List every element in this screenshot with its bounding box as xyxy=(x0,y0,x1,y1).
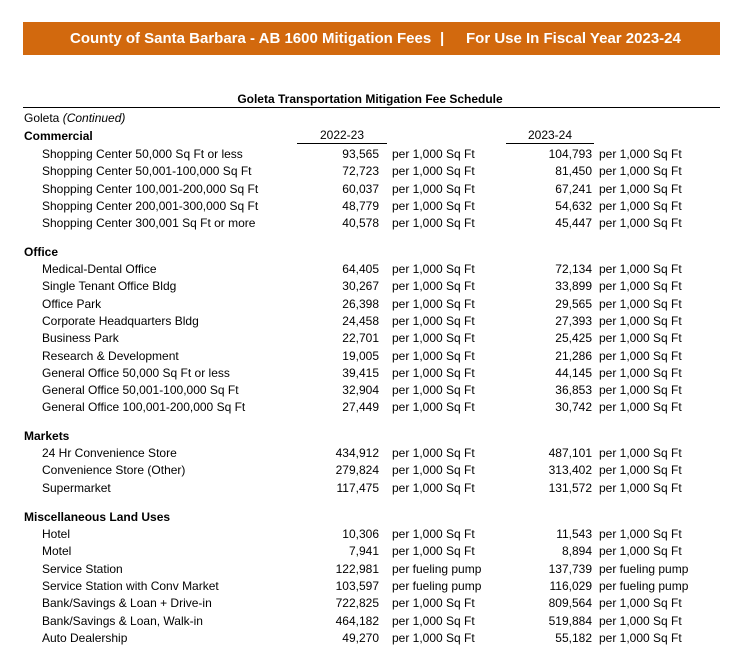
fee-row-label: Shopping Center 100,001-200,000 Sq Ft xyxy=(42,181,259,196)
fee-row-label: General Office 50,000 Sq Ft or less xyxy=(42,365,230,380)
fee-2023-24-value: 67,241 xyxy=(555,181,592,196)
fee-row-label: Business Park xyxy=(42,331,119,346)
fee-2023-24-value: 11,543 xyxy=(556,527,592,541)
fee-2022-23-value: 464,182 xyxy=(335,613,379,628)
fee-row-label: Shopping Center 200,001-300,000 Sq Ft xyxy=(42,198,259,213)
fee-2023-24-value: 27,393 xyxy=(555,313,592,328)
fee-2022-23-unit: per 1,000 Sq Ft xyxy=(392,296,475,311)
fee-2023-24-value: 44,145 xyxy=(555,365,592,380)
location-name: Goleta xyxy=(24,111,63,125)
fee-row-label: Bank/Savings & Loan, Walk-in xyxy=(42,613,203,628)
fee-2022-23-unit: per 1,000 Sq Ft xyxy=(392,348,475,363)
banner-title: County of Santa Barbara - AB 1600 Mitigation Fees xyxy=(70,30,432,47)
fee-2023-24-value: 519,884 xyxy=(548,613,592,628)
fee-2022-23-value: 27,449 xyxy=(342,400,379,415)
fee-2022-23-value: 40,578 xyxy=(342,216,379,231)
fee-row-label: Shopping Center 50,001-100,000 Sq Ft xyxy=(42,164,252,179)
document-title: Goleta Transportation Mitigation Fee Schedule xyxy=(237,92,503,106)
fee-2023-24-unit: per 1,000 Sq Ft xyxy=(599,331,682,346)
fee-2023-24-unit: per 1,000 Sq Ft xyxy=(599,164,682,179)
fee-2022-23-unit: per 1,000 Sq Ft xyxy=(392,446,475,460)
fee-2022-23-value: 48,779 xyxy=(342,198,379,213)
fee-2023-24-unit: per fueling pump xyxy=(599,578,689,593)
fee-2022-23-value: 26,398 xyxy=(342,296,379,311)
fee-2022-23-value: 7,941 xyxy=(348,544,379,559)
location-note: (Continued) xyxy=(62,111,126,125)
fee-2023-24-unit: per 1,000 Sq Ft xyxy=(599,527,682,541)
fee-2022-23-value: 434,912 xyxy=(335,446,379,460)
fee-2023-24-unit: per 1,000 Sq Ft xyxy=(599,480,682,495)
fee-2023-24-unit: per fueling pump xyxy=(599,561,689,576)
section-heading: Commercial xyxy=(24,129,93,143)
fee-row-label: Corporate Headquarters Bldg xyxy=(42,313,199,328)
fee-2023-24-value: 54,632 xyxy=(555,198,592,213)
fee-2023-24-unit: per 1,000 Sq Ft xyxy=(599,147,682,161)
fee-2022-23-unit: per 1,000 Sq Ft xyxy=(392,216,475,231)
fee-2023-24-value: 45,447 xyxy=(555,216,592,231)
fee-2022-23-unit: per 1,000 Sq Ft xyxy=(392,365,475,380)
fee-2022-23-unit: per 1,000 Sq Ft xyxy=(392,198,475,213)
fee-2022-23-unit: per 1,000 Sq Ft xyxy=(392,164,475,179)
fee-2023-24-unit: per 1,000 Sq Ft xyxy=(599,198,682,213)
fee-row-label: Auto Dealership xyxy=(42,630,128,645)
fee-row-label: 24 Hr Convenience Store xyxy=(42,446,177,460)
fee-2023-24-value: 55,182 xyxy=(555,630,592,645)
fee-2022-23-unit: per 1,000 Sq Ft xyxy=(392,544,475,559)
fee-2022-23-unit: per 1,000 Sq Ft xyxy=(392,331,475,346)
fee-2022-23-unit: per 1,000 Sq Ft xyxy=(392,279,475,294)
fee-2023-24-value: 21,286 xyxy=(555,348,592,363)
fee-2022-23-value: 30,267 xyxy=(342,279,379,294)
fee-2022-23-value: 122,981 xyxy=(335,561,379,576)
fee-row-label: General Office 50,001-100,000 Sq Ft xyxy=(42,383,239,398)
fee-row-label: Convenience Store (Other) xyxy=(42,463,186,478)
fee-2023-24-value: 25,425 xyxy=(555,331,592,346)
fee-2022-23-value: 103,597 xyxy=(335,578,379,593)
section-heading: Miscellaneous Land Uses xyxy=(24,510,171,524)
fee-2023-24-unit: per 1,000 Sq Ft xyxy=(599,181,682,196)
fee-2022-23-unit: per 1,000 Sq Ft xyxy=(392,596,475,611)
fee-2022-23-unit: per 1,000 Sq Ft xyxy=(392,147,475,161)
fee-row-label: Medical-Dental Office xyxy=(42,262,157,276)
fee-2022-23-unit: per 1,000 Sq Ft xyxy=(392,181,475,196)
fee-2023-24-unit: per 1,000 Sq Ft xyxy=(599,279,682,294)
section-heading: Markets xyxy=(24,429,70,443)
fee-2022-23-value: 19,005 xyxy=(342,348,379,363)
fee-2023-24-value: 809,564 xyxy=(548,596,592,611)
fee-row-label: Service Station with Conv Market xyxy=(42,578,219,593)
banner-fiscal-year: For Use In Fiscal Year 2023-24 xyxy=(466,30,681,47)
fee-2023-24-unit: per 1,000 Sq Ft xyxy=(599,544,682,559)
fee-2023-24-unit: per 1,000 Sq Ft xyxy=(599,296,682,311)
fee-row-label: Hotel xyxy=(42,527,71,541)
location-heading xyxy=(24,111,125,125)
fee-2022-23-value: 10,306 xyxy=(342,527,379,541)
fee-2023-24-value: 487,101 xyxy=(548,446,592,460)
fee-2023-24-unit: per 1,000 Sq Ft xyxy=(599,613,682,628)
header-banner xyxy=(23,22,720,55)
fee-2022-23-value: 24,458 xyxy=(342,313,379,328)
fee-2022-23-value: 722,825 xyxy=(335,596,379,611)
fee-row-label: Research & Development xyxy=(42,348,179,363)
fee-row-label: Office Park xyxy=(42,296,102,311)
fee-2022-23-unit: per 1,000 Sq Ft xyxy=(392,630,475,645)
fee-2022-23-value: 117,475 xyxy=(336,480,379,495)
fee-2023-24-unit: per 1,000 Sq Ft xyxy=(599,348,682,363)
fee-2023-24-unit: per 1,000 Sq Ft xyxy=(599,400,682,415)
fee-2022-23-value: 64,405 xyxy=(342,262,379,276)
fee-2023-24-unit: per 1,000 Sq Ft xyxy=(599,446,682,460)
fee-2022-23-unit: per 1,000 Sq Ft xyxy=(392,383,475,398)
fee-2023-24-value: 8,894 xyxy=(561,544,592,559)
fee-2022-23-unit: per 1,000 Sq Ft xyxy=(392,400,475,415)
fee-2023-24-value: 104,793 xyxy=(548,147,592,161)
fee-row-label: Single Tenant Office Bldg xyxy=(42,279,177,294)
fee-2023-24-unit: per 1,000 Sq Ft xyxy=(599,216,682,231)
fee-2022-23-unit: per fueling pump xyxy=(392,561,482,576)
fee-2023-24-value: 116,029 xyxy=(549,578,592,593)
fee-2023-24-value: 72,134 xyxy=(555,262,592,276)
fee-2022-23-unit: per fueling pump xyxy=(392,578,482,593)
fee-2022-23-value: 279,824 xyxy=(335,463,379,478)
fee-2022-23-value: 72,723 xyxy=(342,164,379,179)
year-header-2023-24: 2023-24 xyxy=(506,128,594,144)
fee-row-label: Bank/Savings & Loan + Drive-in xyxy=(42,596,212,611)
fee-row-label: General Office 100,001-200,000 Sq Ft xyxy=(42,400,246,415)
fee-2023-24-unit: per 1,000 Sq Ft xyxy=(599,463,682,478)
year-header-2022-23: 2022-23 xyxy=(297,128,387,144)
fee-row-label: Shopping Center 300,001 Sq Ft or more xyxy=(42,216,256,231)
fee-2023-24-value: 81,450 xyxy=(555,164,592,179)
fee-2023-24-value: 137,739 xyxy=(548,561,592,576)
fee-2022-23-value: 93,565 xyxy=(342,147,379,161)
fee-2022-23-unit: per 1,000 Sq Ft xyxy=(392,613,475,628)
fee-2023-24-unit: per 1,000 Sq Ft xyxy=(599,262,682,276)
fee-2022-23-unit: per 1,000 Sq Ft xyxy=(392,527,475,541)
fee-2023-24-unit: per 1,000 Sq Ft xyxy=(599,365,682,380)
fee-2022-23-value: 49,270 xyxy=(342,630,379,645)
fee-2023-24-value: 313,402 xyxy=(548,463,592,478)
banner-separator: | xyxy=(440,30,445,47)
fee-row-label: Service Station xyxy=(42,561,123,576)
fee-2023-24-unit: per 1,000 Sq Ft xyxy=(599,313,682,328)
fee-2023-24-unit: per 1,000 Sq Ft xyxy=(599,630,682,645)
fee-2022-23-value: 39,415 xyxy=(342,365,379,380)
fee-row-label: Supermarket xyxy=(42,480,111,495)
fee-row-label: Motel xyxy=(42,544,72,559)
fee-2023-24-unit: per 1,000 Sq Ft xyxy=(599,383,682,398)
fee-2022-23-unit: per 1,000 Sq Ft xyxy=(392,480,475,495)
fee-2022-23-unit: per 1,000 Sq Ft xyxy=(392,463,475,478)
fee-2023-24-value: 33,899 xyxy=(555,279,592,294)
section-heading: Office xyxy=(24,245,59,259)
fee-2022-23-value: 22,701 xyxy=(342,331,379,346)
fee-2023-24-unit: per 1,000 Sq Ft xyxy=(599,596,682,611)
fee-2022-23-unit: per 1,000 Sq Ft xyxy=(392,313,475,328)
fee-2023-24-value: 29,565 xyxy=(555,296,592,311)
fee-2023-24-value: 131,572 xyxy=(548,480,592,495)
fee-2022-23-value: 32,904 xyxy=(342,383,379,398)
fee-2023-24-value: 30,742 xyxy=(555,400,592,415)
fee-2022-23-unit: per 1,000 Sq Ft xyxy=(392,262,475,276)
title-rule xyxy=(23,107,720,108)
fee-2023-24-value: 36,853 xyxy=(555,383,592,398)
fee-row-label: Shopping Center 50,000 Sq Ft or less xyxy=(42,147,243,161)
fee-2022-23-value: 60,037 xyxy=(342,181,379,196)
